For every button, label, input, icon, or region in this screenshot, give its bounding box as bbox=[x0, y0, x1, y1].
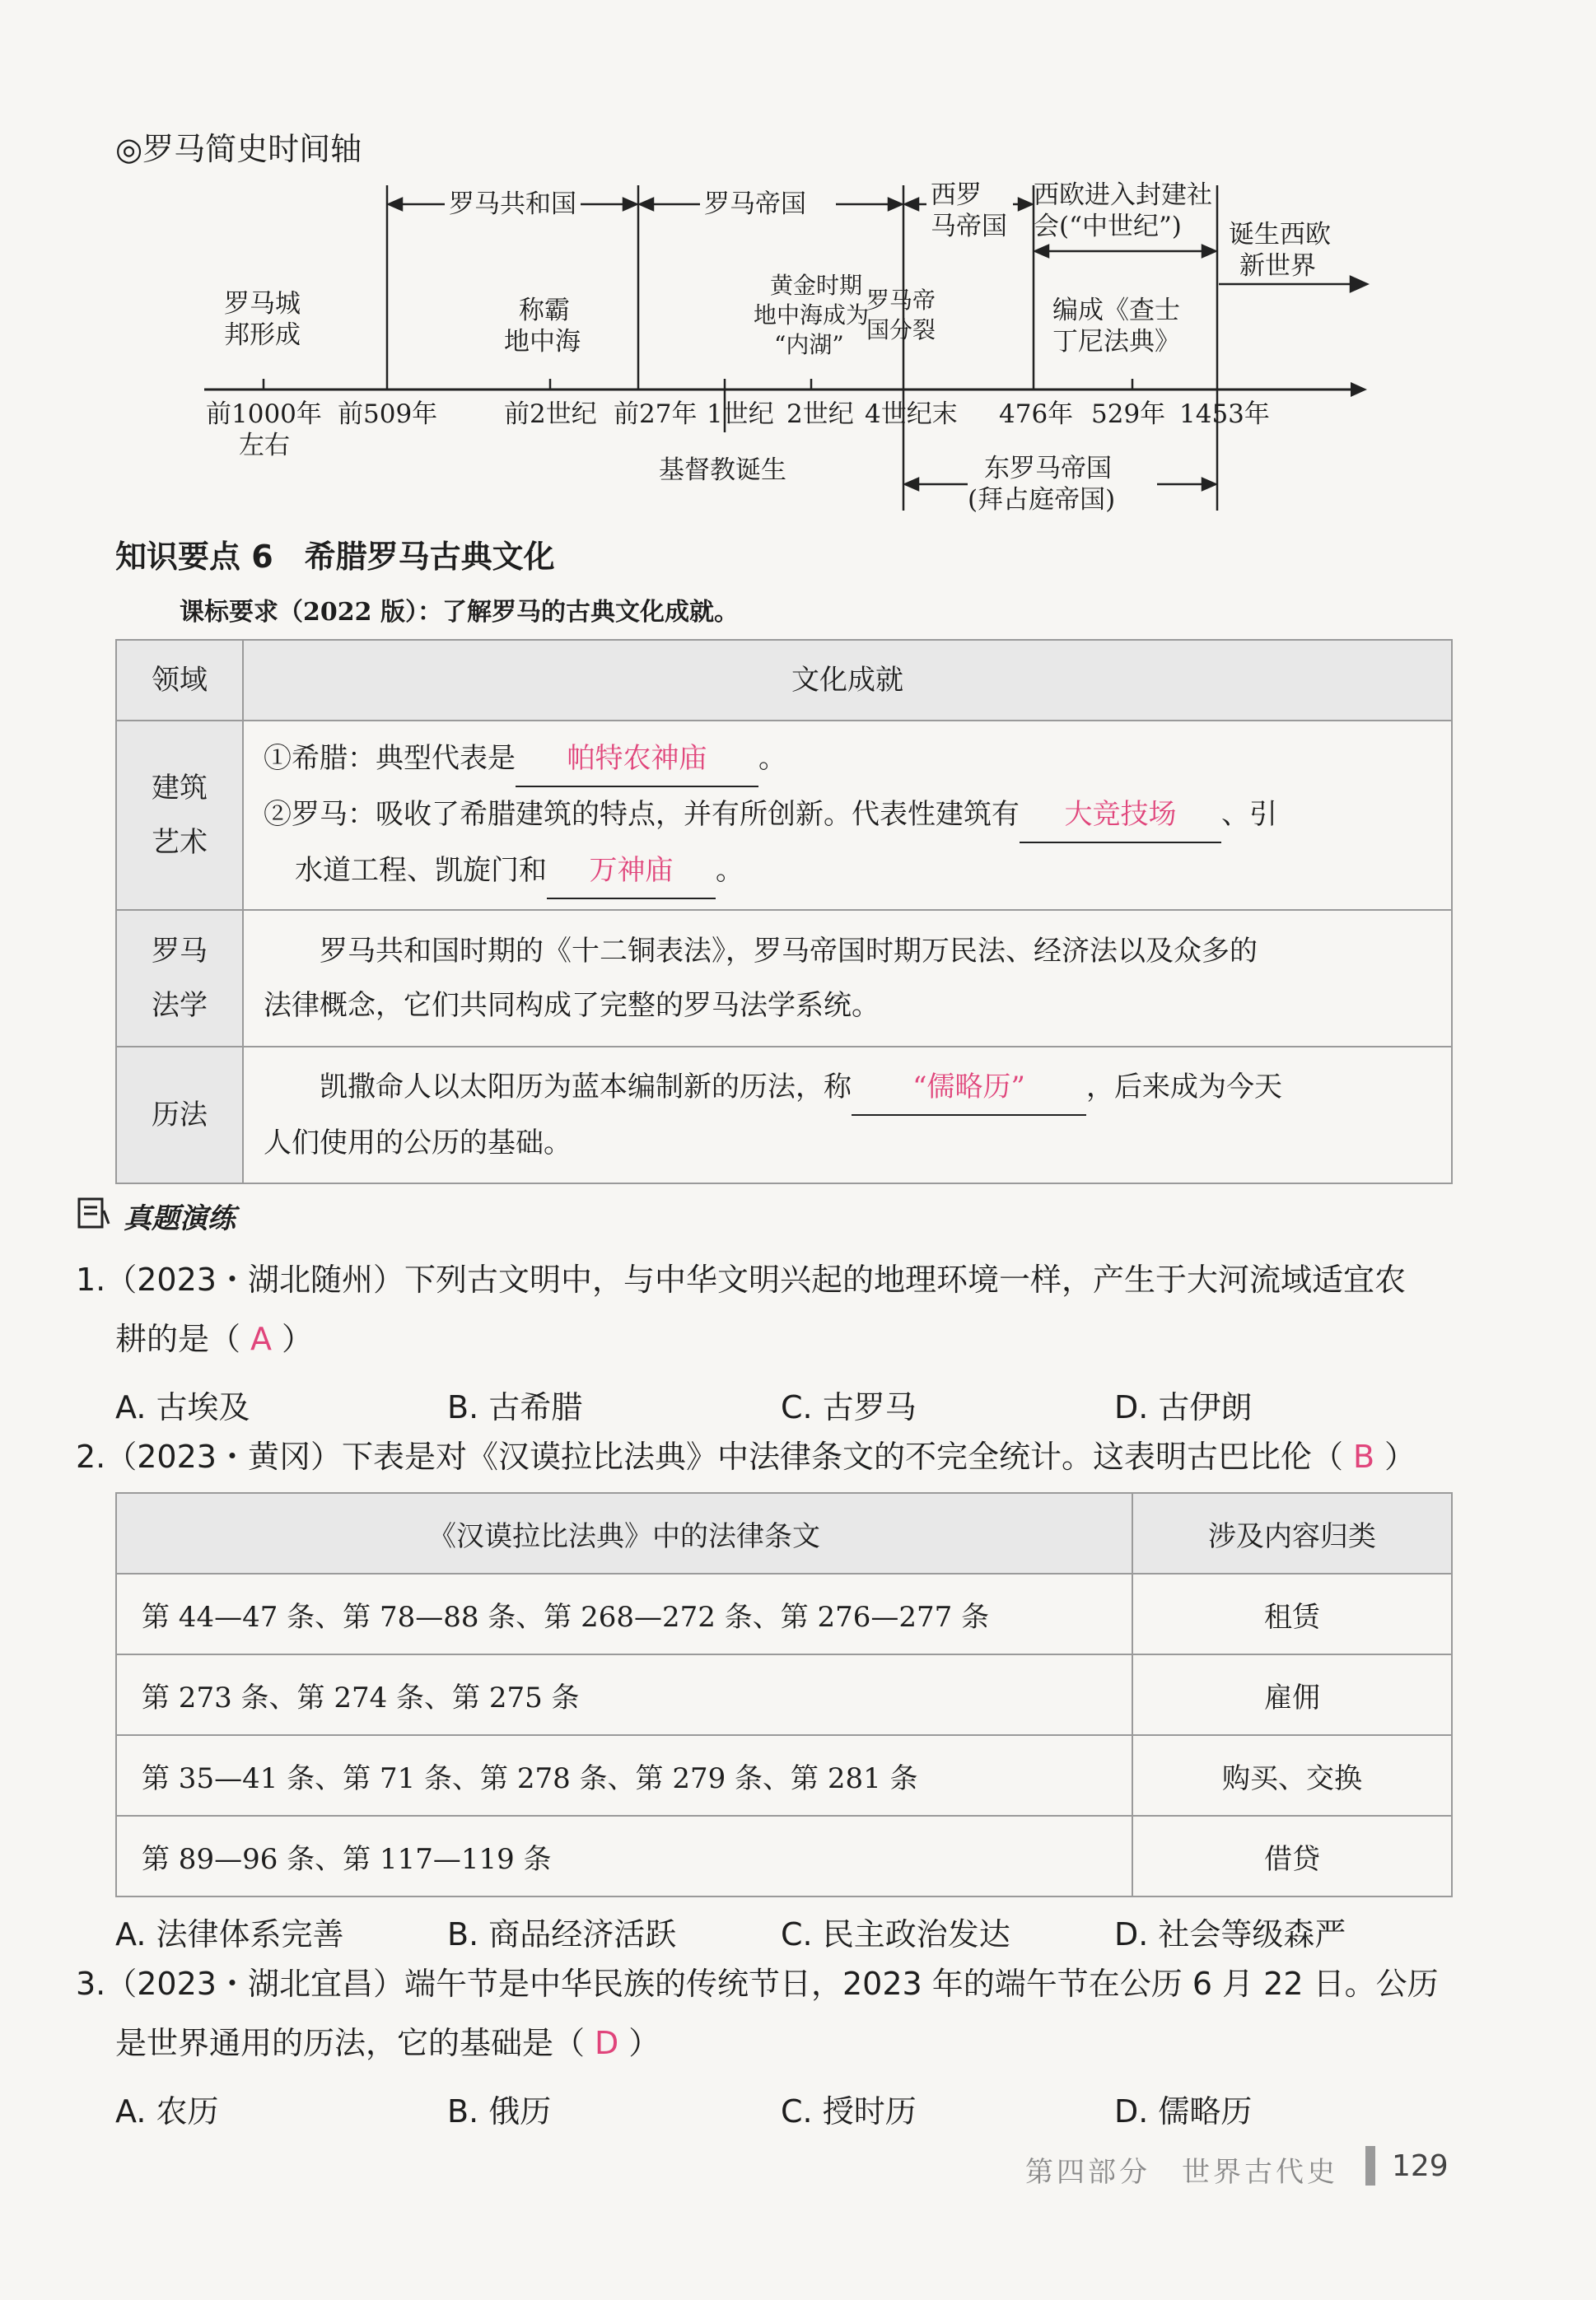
q3-option-c: C. 授时历 bbox=[781, 2093, 917, 2130]
arch-label-2: 艺术 bbox=[152, 826, 208, 859]
q2-option-c: C. 民主政治发达 bbox=[781, 1916, 1010, 1952]
table-row bbox=[116, 1735, 1452, 1816]
section-heading: 知识要点 6 希腊罗马古典文化 bbox=[115, 539, 555, 575]
table-row bbox=[116, 1816, 1452, 1896]
answer-colosseum: 大竞技场 bbox=[1020, 787, 1221, 843]
q1-option-c: C. 古罗马 bbox=[781, 1389, 917, 1425]
period-west-empire-2: 马帝国 bbox=[931, 212, 1007, 241]
law-line-1: 罗马共和国时期的《十二铜表法》，罗马帝国时期万民法、经济法以及众多的 bbox=[320, 935, 1258, 968]
q1-option-d: D. 古伊朗 bbox=[1114, 1389, 1253, 1425]
event-golden-1: 黄金时期 bbox=[770, 272, 863, 299]
period-east-empire-2: (拜占庭帝国) bbox=[968, 485, 1116, 515]
answer-julian-calendar: “儒略历” bbox=[852, 1060, 1086, 1116]
q2-option-d: D. 社会等级森严 bbox=[1114, 1916, 1346, 1952]
arch-content bbox=[243, 721, 1452, 910]
period-empire: 罗马帝国 bbox=[704, 189, 806, 219]
practice-title: 真题演练 bbox=[124, 1202, 236, 1235]
q1-option-a: A. 古埃及 bbox=[115, 1389, 250, 1425]
date-1000bc: 前1000年 bbox=[206, 399, 322, 429]
category-cell: 雇佣 bbox=[1132, 1654, 1452, 1735]
event-golden-2: 地中海成为 bbox=[754, 301, 870, 329]
articles-cell: 第 273 条、第 274 条、第 275 条 bbox=[116, 1654, 1132, 1735]
question-3-line-1: 3.（2023・湖北宜昌）端午节是中华民族的传统节日，2023 年的端午节在公历 6 月 22 日。公历 bbox=[76, 1966, 1439, 2002]
notebook-icon bbox=[76, 1196, 112, 1235]
arch-label-1: 建筑 bbox=[152, 772, 208, 805]
calendar-content bbox=[243, 1047, 1452, 1183]
calendar-label: 历法 bbox=[116, 1047, 243, 1183]
event-split-2: 国分裂 bbox=[866, 316, 936, 343]
calendar-line-2: 人们使用的公历的基础。 bbox=[264, 1127, 572, 1159]
law-label bbox=[116, 910, 243, 1047]
question-1-line-2 bbox=[115, 1309, 313, 1369]
event-city-1: 罗马城 bbox=[224, 289, 301, 319]
cal-1-post: ，后来成为今天 bbox=[1086, 1071, 1282, 1103]
hammurabi-table bbox=[115, 1492, 1453, 1897]
arch-line-2 bbox=[264, 787, 1431, 843]
arch-label bbox=[116, 721, 243, 910]
event-split-1: 罗马帝 bbox=[866, 287, 936, 314]
q3-option-d: D. 儒略历 bbox=[1114, 2093, 1253, 2130]
event-christianity: 基督教诞生 bbox=[659, 455, 786, 485]
arch-line-1 bbox=[264, 731, 1431, 787]
q3-pre: 是世界通用的历法，它的基础是（ bbox=[115, 2025, 586, 2061]
arch-3-pre: 水道工程、凯旋门和 bbox=[295, 854, 547, 887]
date-476: 476年 bbox=[999, 399, 1074, 429]
q2-pre: 2.（2023・黄冈）下表是对《汉谟拉比法典》中法律条文的不完全统计。这表明古巴比伦（ bbox=[76, 1439, 1343, 1475]
table-row bbox=[116, 1574, 1452, 1654]
hammurabi-header-category: 涉及内容归类 bbox=[1132, 1493, 1452, 1574]
period-new-world-1: 诞生西欧 bbox=[1229, 220, 1331, 250]
event-mediterranean-2: 地中海 bbox=[504, 327, 581, 357]
question-2 bbox=[76, 1427, 1416, 1486]
footer-section: 第四部分 世界古代史 bbox=[1025, 2156, 1338, 2189]
date-2c: 2世纪 bbox=[786, 399, 854, 429]
category-cell: 借贷 bbox=[1132, 1816, 1452, 1896]
q1-option-b: B. 古希腊 bbox=[447, 1389, 583, 1425]
event-code-1: 编成《查士 bbox=[1052, 296, 1180, 325]
q2-option-a: A. 法律体系完善 bbox=[115, 1916, 344, 1952]
header-field: 领域 bbox=[116, 640, 243, 721]
period-republic: 罗马共和国 bbox=[449, 189, 576, 219]
period-east-empire-1: 东罗马帝国 bbox=[984, 454, 1112, 483]
date-509bc: 前509年 bbox=[338, 399, 438, 429]
period-feudal-1: 西欧进入封建社 bbox=[1034, 180, 1212, 210]
category-cell: 购买、交换 bbox=[1132, 1735, 1452, 1816]
arch-3-post: 。 bbox=[716, 854, 744, 887]
law-label-2: 法学 bbox=[152, 989, 208, 1022]
calendar-line-1 bbox=[264, 1060, 1431, 1116]
period-new-world-2: 新世界 bbox=[1239, 251, 1316, 281]
hammurabi-header-articles: 《汉谟拉比法典》中的法律条文 bbox=[116, 1493, 1132, 1574]
curriculum-requirement: 课标要求（2022 版）：了解罗马的古典文化成就。 bbox=[180, 598, 739, 627]
category-cell: 租赁 bbox=[1132, 1574, 1452, 1654]
timeline-title: ◎罗马简史时间轴 bbox=[115, 131, 362, 167]
q1-pre: 耕的是（ bbox=[115, 1321, 241, 1357]
q1-answer: A bbox=[250, 1321, 273, 1357]
q3-post: ） bbox=[628, 2025, 660, 2061]
arch-1-pre: ①希腊：典型代表是 bbox=[264, 742, 516, 775]
event-mediterranean-1: 称霸 bbox=[519, 296, 570, 325]
date-1c: 1世纪 bbox=[707, 399, 774, 429]
arch-line-3 bbox=[264, 843, 1431, 899]
law-line-2: 法律概念，它们共同构成了完整的罗马法学系统。 bbox=[264, 989, 880, 1022]
footer-divider bbox=[1365, 2146, 1375, 2186]
articles-cell: 第 35—41 条、第 71 条、第 278 条、第 279 条、第 281 条 bbox=[116, 1735, 1132, 1816]
q2-answer: B bbox=[1352, 1439, 1375, 1475]
table-row bbox=[116, 1654, 1452, 1735]
page-number: 129 bbox=[1392, 2149, 1449, 2183]
date-4c: 4世纪末 bbox=[865, 399, 958, 429]
q3-answer: D bbox=[595, 2025, 619, 2061]
date-27bc: 前27年 bbox=[614, 399, 698, 429]
header-content: 文化成就 bbox=[243, 640, 1452, 721]
answer-parthenon: 帕特农神庙 bbox=[516, 731, 758, 787]
cal-1-pre: 凯撒命人以太阳历为蓝本编制新的历法，称 bbox=[320, 1071, 852, 1103]
roman-timeline bbox=[0, 0, 1596, 527]
event-golden-3: “内湖” bbox=[774, 331, 844, 358]
date-529: 529年 bbox=[1091, 399, 1166, 429]
question-1-line-1: 1.（2023・湖北随州）下列古文明中，与中华文明兴起的地理环境一样，产生于大河流域适宜农 bbox=[76, 1262, 1406, 1298]
q2-option-b: B. 商品经济活跃 bbox=[447, 1916, 677, 1952]
date-1453: 1453年 bbox=[1179, 399, 1270, 429]
date-2c-bc: 前2世纪 bbox=[504, 399, 597, 429]
answer-pantheon: 万神庙 bbox=[547, 843, 716, 899]
articles-cell: 第 44—47 条、第 78—88 条、第 268—272 条、第 276—277 条 bbox=[116, 1574, 1132, 1654]
date-left: 左右 bbox=[239, 431, 290, 460]
arch-2-pre: ②罗马：吸收了希腊建筑的特点，并有所创新。代表性建筑有 bbox=[264, 798, 1020, 831]
law-content bbox=[243, 910, 1452, 1047]
period-feudal-2: 会(“中世纪”) bbox=[1034, 212, 1182, 241]
culture-table bbox=[115, 639, 1453, 1184]
period-west-empire-1: 西罗 bbox=[931, 180, 982, 210]
question-3-line-2 bbox=[115, 2013, 660, 2073]
articles-cell: 第 89—96 条、第 117—119 条 bbox=[116, 1816, 1132, 1896]
q3-option-b: B. 俄历 bbox=[447, 2093, 552, 2130]
arch-2-post: 、引 bbox=[1221, 798, 1277, 831]
q2-post: ） bbox=[1384, 1439, 1416, 1475]
arch-1-post: 。 bbox=[758, 742, 786, 775]
q3-option-a: A. 农历 bbox=[115, 2093, 219, 2130]
q1-post: ） bbox=[282, 1321, 314, 1357]
event-city-2: 邦形成 bbox=[224, 320, 301, 350]
event-code-2: 丁尼法典》 bbox=[1052, 327, 1180, 357]
law-label-1: 罗马 bbox=[152, 935, 208, 968]
